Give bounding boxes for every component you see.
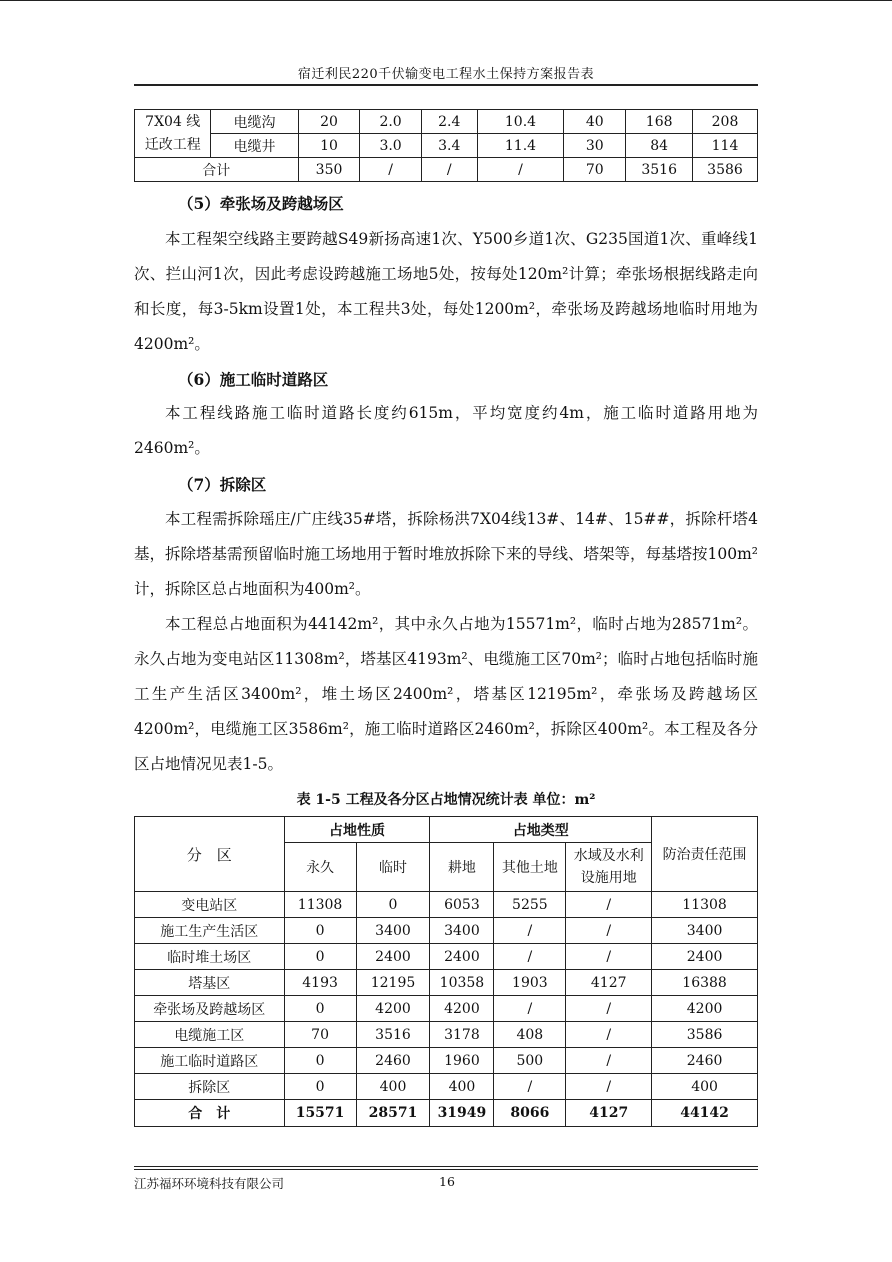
table-cell: 4200 — [652, 996, 758, 1022]
table-cell: 0 — [284, 996, 356, 1022]
table-cell: 3400 — [430, 918, 494, 944]
section-body-5: 本工程架空线路主要跨越S49新扬高速1次、Y500乡道1次、G235国道1次、重峰线1次、拦山河1次，因此考虑设跨越施工场地5处，按每处120m²计算；牵张场根据线路走向和长度，每3-5km设置1处，本工程共3处，每处1200m²，牵张场及跨越场地临时用地为4200m²。 — [134, 230, 758, 353]
table-row — [135, 970, 758, 996]
table-cell: 11308 — [284, 892, 356, 918]
table-cell: 10 — [298, 134, 360, 158]
table-cell: 2460 — [356, 1048, 430, 1074]
table-cell: 2460 — [652, 1048, 758, 1074]
table-cell: 2.4 — [421, 110, 477, 134]
table-cell: 208 — [692, 110, 757, 134]
summary-paragraph: 本工程总占地面积为44142m²，其中永久占地为15571m²，临时占地为28571m²。永久占地为变电站区11308m²，塔基区4193m²、电缆施工区70m²；临时占地包括临时施工生产生活区3400m²，堆土场区2400m²，塔基区12195m²，牵张场及跨越场区4200m²，电缆施工区3586m²，施工临时道路区2460m²，拆除区400m²。本工程及各分区占地情况见表1-5。 — [134, 615, 758, 773]
table-caption: 表 1-5 工程及各分区占地情况统计表 单位：m² — [296, 792, 596, 808]
table-cell: 3.0 — [360, 134, 421, 158]
table-cell: 0 — [284, 1074, 356, 1100]
header-temporary: 临时 — [356, 843, 430, 892]
table-cell: 10358 — [430, 970, 494, 996]
page-number: 16 — [439, 1174, 455, 1189]
table-cell: / — [494, 996, 566, 1022]
table-cell: 30 — [564, 134, 626, 158]
table-cell: / — [494, 918, 566, 944]
table-cell: 电缆井 — [211, 134, 298, 158]
table-cell: / — [494, 1074, 566, 1100]
table-cell: 0 — [284, 1048, 356, 1074]
section-heading-6: （6）施工临时道路区 — [178, 370, 329, 389]
table-cell: 400 — [652, 1074, 758, 1100]
table-cell: 350 — [298, 158, 360, 182]
table-row — [135, 134, 758, 158]
table-cell: 4193 — [284, 970, 356, 996]
table-cell: 400 — [356, 1074, 430, 1100]
table-cell: 3.4 — [421, 134, 477, 158]
table-cell: 400 — [430, 1074, 494, 1100]
table-cell: 电缆施工区 — [135, 1022, 285, 1048]
table-cell: 8066 — [494, 1100, 566, 1127]
table-cell: 500 — [494, 1048, 566, 1074]
header-permanent: 永久 — [284, 843, 356, 892]
table-cell: 3516 — [356, 1022, 430, 1048]
table-row — [135, 1048, 758, 1074]
table-cell: 塔基区 — [135, 970, 285, 996]
table-cell: 84 — [626, 134, 693, 158]
table-cell: 3400 — [652, 918, 758, 944]
table-cell: 拆除区 — [135, 1074, 285, 1100]
document-header: 宿迁利民220千伏输变电工程水土保持方案报告表 — [297, 67, 595, 82]
header-responsibility: 防治责任范围 — [652, 817, 758, 892]
table-cell: 电缆沟 — [211, 110, 298, 134]
table-cell: 3178 — [430, 1022, 494, 1048]
table-cell: / — [421, 158, 477, 182]
table-cell: 2400 — [430, 944, 494, 970]
table-cell: 44142 — [652, 1100, 758, 1127]
section-heading-7: （7）拆除区 — [178, 475, 267, 494]
table-cell: 3586 — [692, 158, 757, 182]
table-cell: 临时堆土场区 — [135, 944, 285, 970]
table-cell: 4127 — [566, 1100, 652, 1127]
table-cell: 70 — [284, 1022, 356, 1048]
table-cell: 31949 — [430, 1100, 494, 1127]
table-cell: / — [566, 996, 652, 1022]
table-row — [135, 944, 758, 970]
table-cell: / — [494, 944, 566, 970]
header-water: 水域及水利设施用地 — [566, 843, 652, 892]
page-top-border — [0, 0, 892, 1]
table-row — [135, 110, 758, 134]
table-cell: 3400 — [356, 918, 430, 944]
section-body-7: 本工程需拆除瑶庄/广庄线35#塔，拆除杨洪7X04线13#、14#、15##，拆除杆塔4基，拆除塔基需预留临时施工场地用于暂时堆放拆除下来的导线、塔架等，每基塔按100m²计，拆除区总占地面积为400m²。 — [134, 510, 758, 598]
table-cell: 408 — [494, 1022, 566, 1048]
table-cell: 2400 — [356, 944, 430, 970]
table-cell: 114 — [692, 134, 757, 158]
land-use-table — [134, 816, 758, 1127]
table-cell: 合 计 — [135, 1100, 285, 1127]
table-cell: / — [566, 918, 652, 944]
table-cell: 10.4 — [477, 110, 563, 134]
table-cell: 变电站区 — [135, 892, 285, 918]
cable-works-table — [134, 109, 758, 182]
section-body-6: 本工程线路施工临时道路长度约615m，平均宽度约4m，施工临时道路用地为2460m²。 — [134, 404, 758, 457]
table-cell: 2.0 — [360, 110, 421, 134]
table-cell: 施工生产生活区 — [135, 918, 285, 944]
table-cell: / — [566, 944, 652, 970]
table-cell: / — [477, 158, 563, 182]
table-cell: / — [566, 1022, 652, 1048]
table-row — [135, 1074, 758, 1100]
header-zone: 分 区 — [135, 817, 285, 892]
table-cell: 4200 — [430, 996, 494, 1022]
table-cell: 11308 — [652, 892, 758, 918]
table-row — [135, 1022, 758, 1048]
table-total-row — [135, 158, 758, 182]
footer-company: 江苏福环环境科技有限公司 — [134, 1176, 285, 1191]
header-nature: 占地性质 — [284, 817, 430, 843]
table-cell: 15571 — [284, 1100, 356, 1127]
table-cell: 4127 — [566, 970, 652, 996]
table-cell: 3516 — [626, 158, 693, 182]
table-cell: / — [566, 892, 652, 918]
header-landtype: 占地类型 — [430, 817, 652, 843]
table-header-row — [135, 817, 758, 843]
table-cell: 28571 — [356, 1100, 430, 1127]
table-cell: / — [566, 1074, 652, 1100]
group-label-cell: 7X04 线迁改工程 — [135, 110, 211, 158]
table-row — [135, 996, 758, 1022]
table-row — [135, 918, 758, 944]
table-cell: 施工临时道路区 — [135, 1048, 285, 1074]
table-cell: / — [360, 158, 421, 182]
table-cell: 4200 — [356, 996, 430, 1022]
footer-rule-secondary — [134, 1169, 758, 1170]
table-row — [135, 892, 758, 918]
table-cell: 20 — [298, 110, 360, 134]
table-cell: 1903 — [494, 970, 566, 996]
table-cell: 5255 — [494, 892, 566, 918]
table-total-row — [135, 1100, 758, 1127]
header-farmland: 耕地 — [430, 843, 494, 892]
table-cell: 11.4 — [477, 134, 563, 158]
table-cell: 70 — [564, 158, 626, 182]
table-cell: 0 — [284, 944, 356, 970]
table-cell: 40 — [564, 110, 626, 134]
table-cell: / — [566, 1048, 652, 1074]
table-cell: 1960 — [430, 1048, 494, 1074]
header-rule — [134, 84, 758, 86]
table-cell: 6053 — [430, 892, 494, 918]
section-heading-5: （5）牵张场及跨越场区 — [178, 194, 344, 213]
table-cell: 合计 — [135, 158, 299, 182]
table-cell: 0 — [284, 918, 356, 944]
header-other-land: 其他土地 — [494, 843, 566, 892]
table-cell: 16388 — [652, 970, 758, 996]
table-cell: 0 — [356, 892, 430, 918]
table-cell: 2400 — [652, 944, 758, 970]
table-cell: 3586 — [652, 1022, 758, 1048]
table-cell: 168 — [626, 110, 693, 134]
table-cell: 牵张场及跨越场区 — [135, 996, 285, 1022]
footer-rule — [134, 1166, 758, 1167]
table-cell: 12195 — [356, 970, 430, 996]
